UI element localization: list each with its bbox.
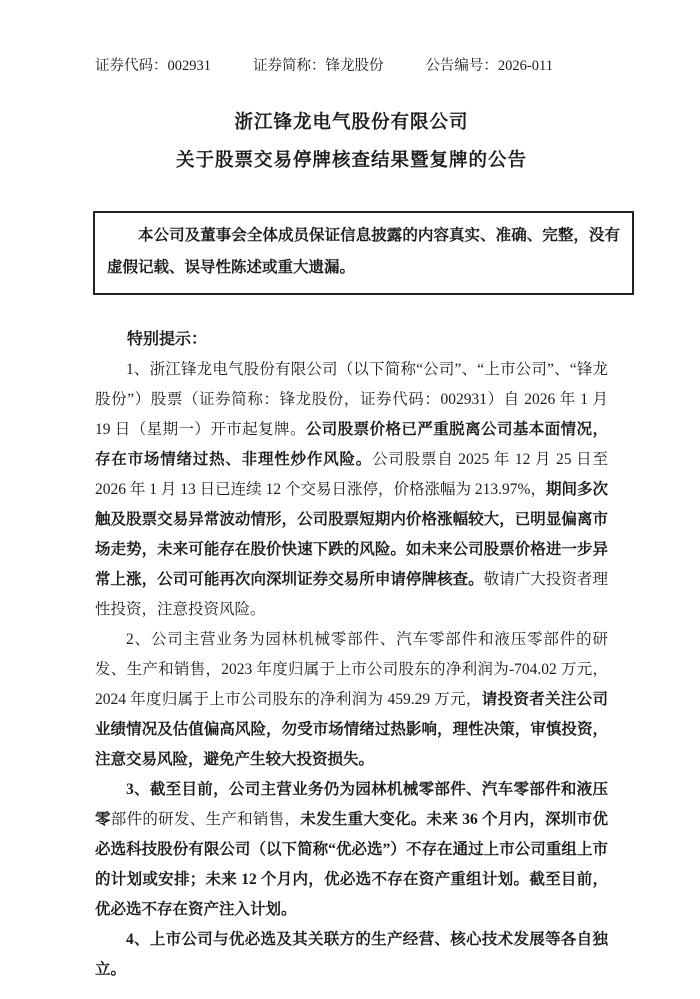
stock-abbr-label: 证券简称：锋龙股份 (252, 58, 384, 74)
paragraph-3 (95, 775, 608, 925)
text-run: 3、截至目前，公司主营业务仍为园林机械零部件、汽车零部件和液压零 (95, 781, 608, 828)
statement-box (93, 211, 634, 295)
company-title: 浙江锋龙电气股份有限公司 (234, 113, 469, 133)
special-notice-body (95, 355, 608, 985)
text-run: 部件的研发、生产和销售， (110, 811, 301, 828)
title-block (95, 110, 608, 174)
document-header (95, 56, 553, 76)
text-run: 未发生重大变化。未来 36 个月内，深圳市优必选科技股份有限公司（以下简称“优必选”）不存在通过上市公司重组上市的计划或安排；未来 12 个月内，优必选不存在资产重组计划。截至目前，优必选不存在资产注入计划。 (95, 811, 608, 918)
announcement-title: 关于股票交易停牌核查结果暨复牌的公告 (175, 151, 527, 171)
text-run: 期间多次触及股票交易异常波动情形，公司股票短期内价格涨幅较大，已明显偏离市场走势，未来可能存在股价快速下跌的风险。如未来公司股票价格进一步异常上涨，公司可能再次向深圳证券交易所申请停牌核查。 (95, 481, 608, 588)
text-run: 请投资者关注公司业绩情况及估值偏高风险，勿受市场情绪过热影响，理性决策，审慎投资，注意交易风险，避免产生较大投资损失。 (95, 691, 608, 768)
text-run: 公司股票价格已严重脱离公司基本面情况，存在市场情绪过热、非理性炒作风险。 (95, 421, 608, 468)
text-run: 1、浙江锋龙电气股份有限公司（以下简称“公司”、“上市公司”、“锋龙股份”）股票（证券简称：锋龙股份，证券代码：002931）自 2026 年 1 月 19 日（星期一）开市起复牌。 (95, 361, 608, 438)
paragraph-1 (95, 355, 608, 625)
statement-text: 本公司及董事会全体成员保证信息披露的内容真实、准确、完整，没有虚假记载、误导性陈述或重大遗漏。 (107, 227, 620, 276)
announcement-number-label: 公告编号：2026-011 (425, 58, 553, 74)
text-run: 敬请广大投资者理性投资，注意投资风险。 (95, 571, 608, 618)
text-run: 2、公司主营业务为园林机械零部件、汽车零部件和液压零部件的研发、生产和销售，2023 年度归属于上市公司股东的净利润为-704.02 万元，2024 年度归属于上市公司股东的净利润为 459.29 万元， (95, 631, 608, 708)
text-run: 4、上市公司与优必选及其关联方的生产经营、核心技术发展等各自独立。 (95, 931, 608, 978)
stock-code-label: 证券代码：002931 (95, 58, 211, 74)
paragraph-4 (95, 925, 608, 985)
text-run: 公司股票自 2025 年 12 月 25 日至 2026 年 1 月 13 日已连续 12 个交易日涨停，价格涨幅为 213.97%， (95, 451, 608, 498)
paragraph-2 (95, 625, 608, 775)
special-notice-heading: 特别提示： (127, 331, 208, 348)
